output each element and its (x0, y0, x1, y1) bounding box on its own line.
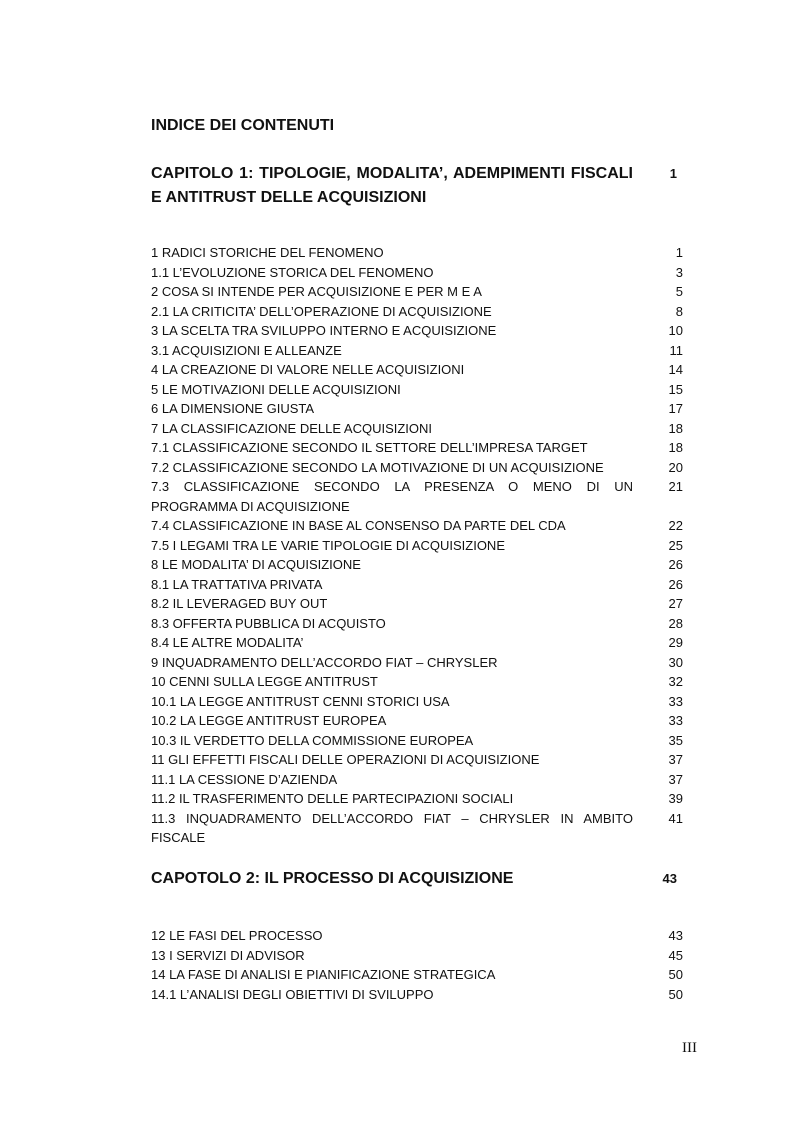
toc-entry-page: 8 (675, 303, 683, 319)
toc-entry-page: 15 (668, 381, 683, 397)
toc-entry-page: 25 (668, 537, 683, 553)
toc-entry (151, 711, 691, 731)
chapter-1-heading (151, 162, 691, 212)
toc-entry-title: 10 CENNI SULLA LEGGE ANTITRUST (151, 674, 378, 689)
toc-entry-page: 17 (668, 401, 683, 416)
toc-entry-title: 14.1 L’ANALISI DEGLI OBIETTIVI DI SVILUPPO (151, 986, 434, 1002)
toc-entry (151, 341, 691, 361)
toc-entry-title: 8.2 IL LEVERAGED BUY OUT (151, 596, 328, 611)
toc-entry (151, 614, 691, 634)
toc-entry-page: 41 (668, 810, 683, 826)
toc-entry-page: 33 (668, 713, 683, 728)
toc-entry-title: 7.1 CLASSIFICAZIONE SECONDO IL SETTORE DELL’IMPRESA TARGET (151, 440, 588, 455)
toc-entry-page: 3 (675, 264, 683, 280)
chapter-1-title: CAPITOLO 1: TIPOLOGIE, MODALITA’, ADEMPIMENTI FISCALI E ANTITRUST DELLE ACQUISIZIONI (151, 165, 633, 206)
toc-entry-title: 8.3 OFFERTA PUBBLICA DI ACQUISTO (151, 615, 386, 631)
toc-entry (151, 419, 691, 439)
toc-entry (151, 789, 691, 809)
toc-entry-title: 11.3 INQUADRAMENTO DELL’ACCORDO FIAT – CHRYSLER IN AMBITO FISCALE (151, 810, 633, 845)
toc-entry-title: 2 COSA SI INTENDE PER ACQUISIZIONE E PER M E A (151, 284, 482, 299)
toc-entry-page: 45 (668, 947, 683, 963)
toc-entry (151, 731, 691, 751)
chapter-1-page: 1 (669, 166, 677, 181)
toc-entry-page: 37 (668, 771, 683, 787)
toc-entry-title: 8 LE MODALITA’ DI ACQUISIZIONE (151, 557, 361, 572)
toc-entry-page: 35 (668, 732, 683, 748)
toc-entry-title: 6 LA DIMENSIONE GIUSTA (151, 401, 315, 416)
toc-entry-title: 9 INQUADRAMENTO DELL’ACCORDO FIAT – CHRYSLER (151, 654, 498, 670)
toc-entry-page: 21 (668, 479, 683, 494)
toc-entry (151, 243, 691, 263)
toc-entry-title: 10.3 IL VERDETTO DELLA COMMISSIONE EUROPEA (151, 732, 474, 748)
toc-entry (151, 302, 691, 322)
toc-entry-page: 50 (668, 967, 683, 982)
toc-entry (151, 282, 691, 302)
toc-entry-title: 4 LA CREAZIONE DI VALORE NELLE ACQUISIZIONI (151, 362, 465, 377)
chapter-2-title: CAPOTOLO 2: IL PROCESSO DI ACQUISIZIONE (151, 870, 514, 887)
page-number: III (682, 1040, 697, 1056)
toc-entry-page: 43 (668, 928, 683, 943)
chapter-2-page: 43 (662, 871, 677, 886)
toc-entry-page: 1 (675, 245, 683, 260)
toc-entry (151, 946, 691, 966)
toc-entry-title: 7.2 CLASSIFICAZIONE SECONDO LA MOTIVAZIONE DI UN ACQUISIZIONE (151, 459, 604, 475)
toc-entry-page: 11 (669, 342, 683, 358)
toc-entry-page: 37 (668, 752, 683, 767)
toc-entry (151, 458, 691, 478)
toc-entry (151, 692, 691, 712)
toc-entry-page: 18 (668, 420, 683, 436)
toc-entry-title: 2.1 LA CRITICITA’ DELL’OPERAZIONE DI ACQUISIZIONE (151, 303, 492, 319)
toc-entry-title: 14 LA FASE DI ANALISI E PIANIFICAZIONE STRATEGICA (151, 967, 496, 982)
toc-entry (151, 536, 691, 556)
toc-entry-title: 7.3 CLASSIFICAZIONE SECONDO LA PRESENZA O MENO DI UN PROGRAMMA DI ACQUISIZIONE (151, 479, 633, 514)
toc-entry (151, 321, 691, 341)
toc-entry-page: 22 (668, 518, 683, 533)
toc-entry-title: 11 GLI EFFETTI FISCALI DELLE OPERAZIONI DI ACQUISIZIONE (151, 752, 540, 767)
toc-entry-title: 8.1 LA TRATTATIVA PRIVATA (151, 576, 323, 592)
toc-entry (151, 477, 691, 516)
toc-entry-title: 12 LE FASI DEL PROCESSO (151, 928, 323, 943)
toc-entry (151, 653, 691, 673)
toc-entry-title: 5 LE MOTIVAZIONI DELLE ACQUISIZIONI (151, 381, 401, 397)
chapter-2-heading (151, 867, 691, 893)
toc-entry-page: 5 (675, 284, 683, 299)
toc-entry (151, 809, 691, 848)
toc-entry-title: 10.2 LA LEGGE ANTITRUST EUROPEA (151, 713, 387, 728)
toc-entry-page: 10 (668, 323, 683, 338)
toc-entry (151, 263, 691, 283)
toc-entry-page: 26 (668, 576, 683, 592)
toc-entry (151, 672, 691, 692)
toc-entry-page: 26 (668, 557, 683, 572)
toc-entry-page: 33 (668, 693, 683, 709)
toc-entry (151, 516, 691, 536)
toc-entry-page: 32 (668, 674, 683, 689)
toc-entry-page: 20 (668, 459, 683, 475)
toc-entry-title: 1 RADICI STORICHE DEL FENOMENO (151, 245, 384, 260)
toc-entry (151, 770, 691, 790)
toc-entry (151, 360, 691, 380)
toc-entry-title: 11.2 IL TRASFERIMENTO DELLE PARTECIPAZIONI SOCIALI (151, 791, 514, 806)
toc-entry (151, 985, 691, 1005)
toc-entry (151, 380, 691, 400)
toc-entry-page: 14 (668, 362, 683, 377)
toc-list-chapter-1 (151, 243, 691, 848)
toc-entry-page: 18 (668, 440, 683, 455)
toc-entry-page: 27 (668, 596, 683, 611)
toc-heading: INDICE DEI CONTENUTI (151, 117, 335, 134)
toc-entry-page: 29 (668, 635, 683, 650)
toc-entry-title: 7 LA CLASSIFICAZIONE DELLE ACQUISIZIONI (151, 420, 433, 436)
toc-entry (151, 399, 691, 419)
toc-entry-title: 1.1 L’EVOLUZIONE STORICA DEL FENOMENO (151, 264, 434, 280)
toc-entry (151, 594, 691, 614)
toc-entry (151, 926, 691, 946)
toc-entry-title: 10.1 LA LEGGE ANTITRUST CENNI STORICI USA (151, 693, 450, 709)
toc-entry-page: 39 (668, 791, 683, 806)
toc-entry-page: 50 (668, 986, 683, 1002)
toc-entry-title: 3 LA SCELTA TRA SVILUPPO INTERNO E ACQUISIZIONE (151, 323, 497, 338)
toc-list-chapter-2 (151, 926, 691, 1004)
toc-entry-title: 13 I SERVIZI DI ADVISOR (151, 947, 305, 963)
toc-entry-title: 7.5 I LEGAMI TRA LE VARIE TIPOLOGIE DI ACQUISIZIONE (151, 537, 505, 553)
toc-entry (151, 575, 691, 595)
toc-entry (151, 750, 691, 770)
toc-entry-title: 7.4 CLASSIFICAZIONE IN BASE AL CONSENSO DA PARTE DEL CDA (151, 518, 566, 533)
toc-entry-title: 3.1 ACQUISIZIONI E ALLEANZE (151, 342, 342, 358)
toc-entry-page: 30 (668, 654, 683, 670)
toc-entry-title: 11.1 LA CESSIONE D’AZIENDA (151, 771, 338, 787)
toc-entry (151, 555, 691, 575)
toc-entry (151, 965, 691, 985)
toc-entry (151, 438, 691, 458)
toc-entry-title: 8.4 LE ALTRE MODALITA’ (151, 635, 304, 650)
toc-entry-page: 28 (668, 615, 683, 631)
toc-entry (151, 633, 691, 653)
